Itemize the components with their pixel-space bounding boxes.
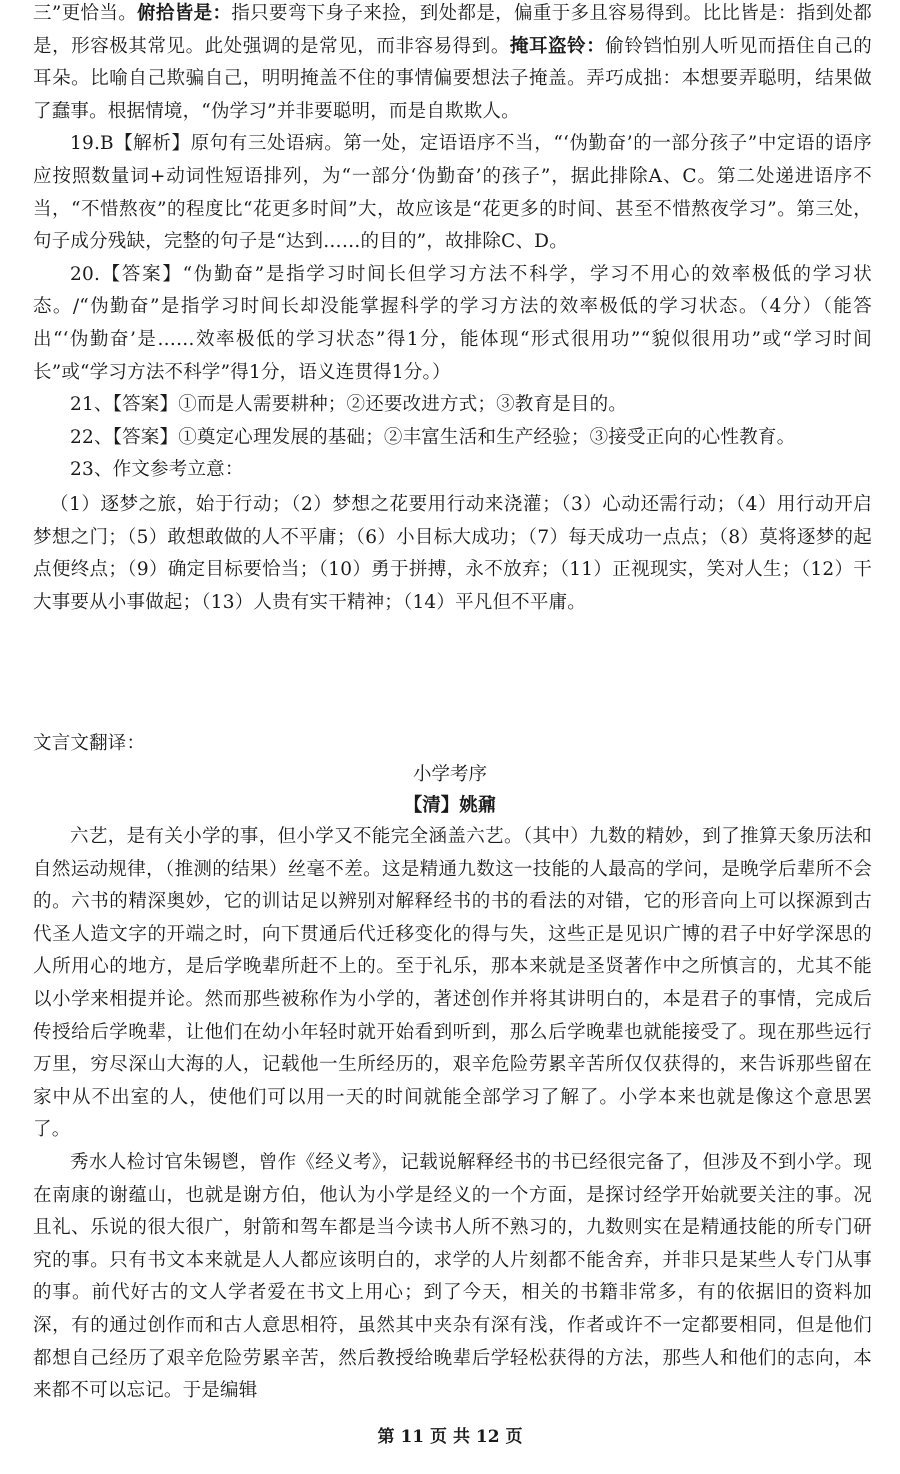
answer-section (33, 0, 872, 619)
answer-18-lead: 三”更恰当。 (33, 3, 138, 24)
answer-21: 21、【答案】①而是人需要耕种；②还要改进方式；③教育是目的。 (70, 394, 627, 416)
answer-23-heading: 23、作文参考立意： (70, 459, 244, 481)
translation-body (33, 821, 872, 1408)
essay-title: 小学考序 (412, 764, 487, 785)
answer-22: 22、【答案】①奠定心理发展的基础；②丰富生活和生产经验；③接受正向的心性教育。 (70, 426, 796, 448)
answer-18-continuation (33, 0, 872, 128)
answer-19: 19.B【解析】原句有三处语病。第一处，定语语序不当，“‘伪勤奋’的一部分孩子”中定语的语序应按照数量词+动词性短语排列，为“一部分‘伪勤奋’的孩子”，据此排除A、C。第二处递进语序不当，“不惜熬夜”的程度比“花更多时间”大，故应该是“花更多的时间、甚至不惜熬夜学习”。第三处，句子成分残缺，完整的句子是“达到……的目的”，故排除C、D。 (33, 133, 872, 253)
idiom-definition-1: 指只要弯下身子来捡，到处都是，偏重于多且容易得到。比比皆是：指到处都是，形容极其常见。此处强调的是常见，而非容易得到。 (33, 3, 872, 57)
translation-label: 文言文翻译： (33, 733, 146, 754)
translation-paragraph-1: 六艺，是有关小学的事，但小学又不能完全涵盖六艺。（其中）九数的精妙，到了推算天象历法和自然运动规律，（推测的结果）丝毫不差。这是精通九数这一技能的人最高的学问，是晚学后辈所不会的。六书的精深奥妙，它的训诂足以辨别对解释经书的书的看法的对错，它的形音向上可以探源到古代圣人造文字的开端之时，向下贯通后代迁移变化的得与失，这些正是见识广博的君子中好学深思的人所用心的地方，是后学晚辈所赶不上的。至于礼乐，那本来就是圣贤著作中之所慎言的，尤其不能以小学来相提并论。然而那些被称作为小学的，著述创作并将其讲明白的，本是君子的事情，完成后传授给后学晚辈，让他们在幼小年轻时就开始看到听到，那么后学晚辈也就能接受了。现在那些远行万里，穷尽深山大海的人，记载他一生所经历的，艰辛危险劳累辛苦所仅仅获得的，来告诉那些留在家中从不出室的人，使他们可以用一天的时间就能全部学习了解了。小学本来也就是像这个意思罢了。 (33, 826, 872, 1141)
idiom-term-2: 掩耳盗铃： (509, 35, 606, 57)
page-footer: 第 11 页 共 12 页 (377, 1427, 523, 1447)
idiom-definition-2: 偷铃铛怕别人听见而捂住自己的耳朵。比喻自己欺骗自己，明明掩盖不住的事情偏要想法子掩盖。弄巧成拙：本想要弄聪明，结果做了蠢事。根据情境，“伪学习”并非要聪明，而是自欺欺人。 (33, 35, 872, 122)
essay-author: 【清】姚鼐 (403, 795, 497, 816)
answer-23-items: （1）逐梦之旅，始于行动；（2）梦想之花要用行动来浇灌；（3）心动还需行动；（4）用行动开启梦想之门；（5）敢想敢做的人不平庸；（6）小目标大成功；（7）每天成功一点点；（8）莫将逐梦的起点便终点；（9）确定目标要恰当；（10）勇于拼搏，永不放弃；（11）正视现实，笑对人生；（12）干大事要从小事做起；（13）人贵有实干精神；（14）平凡但不平庸。 (33, 493, 872, 613)
idiom-term-1: 俯拾皆是： (137, 3, 232, 24)
translation-paragraph-2: 秀水人检讨官朱锡鬯，曾作《经义考》，记载说解释经书的书已经很完备了，但涉及不到小学。现在南康的谢蕴山，也就是谢方伯，他认为小学是经义的一个方面，是探讨经学开始就要关注的事。况且礼、乐说的很大很广，射箭和驾车都是当今读书人所不熟习的，九数则实在是精通技能的所专门研究的事。只有书文本来就是人人都应该明白的，求学的人片刻都不能舍弃，并非只是某些人专门从事的事。前代好古的文人学者爱在书文上用心；到了今天，相关的书籍非常多，有的依据旧的资料加深，有的通过创作而和古人意思相符，虽然其中夹杂有深有浅，作者或许不一定都要相同，但是他们都想自己经历了艰辛危险劳累辛苦，然后教授给晚辈后学轻松获得的方法，那些人和他们的志向，本来都不可以忘记。于是编辑 (33, 1151, 872, 1402)
answer-20: 20.【答案】“伪勤奋”是指学习时间长但学习方法不科学，学习不用心的效率极低的学习状态。/“伪勤奋”是指学习时间长却没能掌握科学的学习方法的效率极低的学习状态。（4分）（能答出“‘伪勤奋’是……效率极低的学习状态”得1分，能体现“形式很用功”“貌似很用功”或“学习时间长”或“学习方法不科学”得1分，语义连贯得1分。） (33, 263, 872, 383)
